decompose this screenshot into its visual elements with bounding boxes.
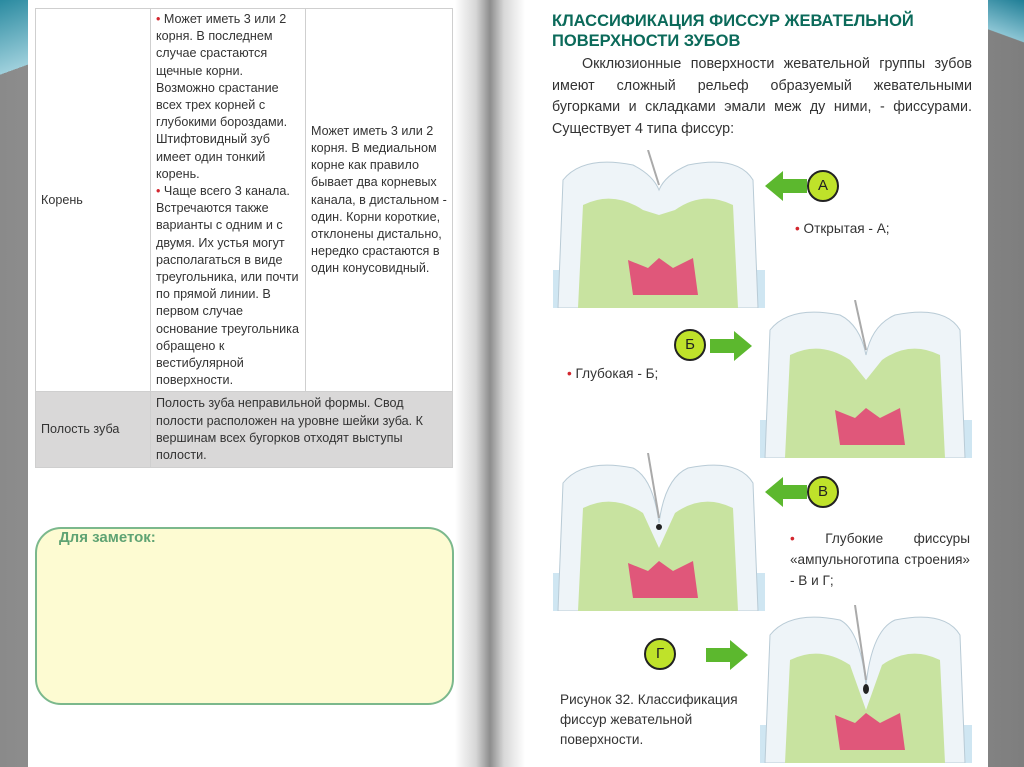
figure-caption: Рисунок 32. Классификация фиссур жевательной поверхности.	[560, 692, 738, 747]
bullet-icon: •	[156, 184, 164, 199]
badge-c: В	[807, 476, 839, 508]
tooth-illustration-a	[553, 150, 765, 308]
fissure-type-b: • Глубокая - Б;	[567, 366, 659, 381]
badge-b: Б	[674, 329, 706, 361]
badge-a: А	[807, 170, 839, 202]
arrow-left-icon	[765, 171, 807, 201]
tooth-illustration-b	[760, 300, 972, 458]
fissure-type-c: • Глубокие фиссуры «ампульноготипа строения» - В и Г;	[790, 531, 970, 588]
notes-label: Для заметок:	[59, 529, 156, 546]
tooth-illustration-c	[553, 453, 765, 611]
badge-d: Г	[644, 638, 676, 670]
fissure-type-a: • Открытая - А;	[795, 221, 890, 236]
arrow-left-icon	[765, 477, 807, 507]
row-label: Полость зуба	[36, 392, 151, 468]
bullet-icon: •	[156, 12, 164, 26]
intro-paragraph: Окклюзионные поверхности жевательной группы зубов имеют сложный рельеф образуемый жевательными бугорками и складками эмали меж ду ними, - фиссурами. Существует 4 типа фиссур:	[552, 56, 972, 137]
row-label: Корень	[36, 9, 151, 392]
arrow-right-icon	[706, 640, 748, 670]
table-cell: Полость зуба неправильной формы. Свод полости расположен на уровне шейки зуба. К вершинам всех бугорков отходят выступы полости.	[151, 392, 453, 468]
tooth-illustration-d	[760, 605, 972, 763]
table-row	[36, 392, 453, 468]
tooth-table	[35, 8, 453, 468]
table-cell: • Может иметь 3 или 2 корня. В последнем случае срастаются щечные корни. Возможно срастание всех трех корней с глубокими бороздами. Штифтовидный зуб имеет один тонкий корень. • Чаще всего 3 канала. Встречаются также варианты с одним и с двумя. Их устья могут располагаться в виде треугольника, или почти по прямой линии. В первом случае основание треугольника обращено к вестибулярной поверхности.	[151, 9, 306, 392]
book-spine	[455, 0, 525, 767]
page-title: КЛАССИФИКАЦИЯ ФИССУР ЖЕВАТЕЛЬНОЙ ПОВЕРХНОСТИ ЗУБОВ	[552, 12, 914, 50]
arrow-right-icon	[710, 331, 752, 361]
notes-box[interactable]	[35, 527, 454, 705]
table-cell: Может иметь 3 или 2 корня. В медиальном корне как правило бывает два корневых канала, в дистальном - один. Корни короткие, отклонены дистально, нередко срастаются в один конусовидный.	[306, 9, 453, 392]
table-row	[36, 9, 453, 392]
